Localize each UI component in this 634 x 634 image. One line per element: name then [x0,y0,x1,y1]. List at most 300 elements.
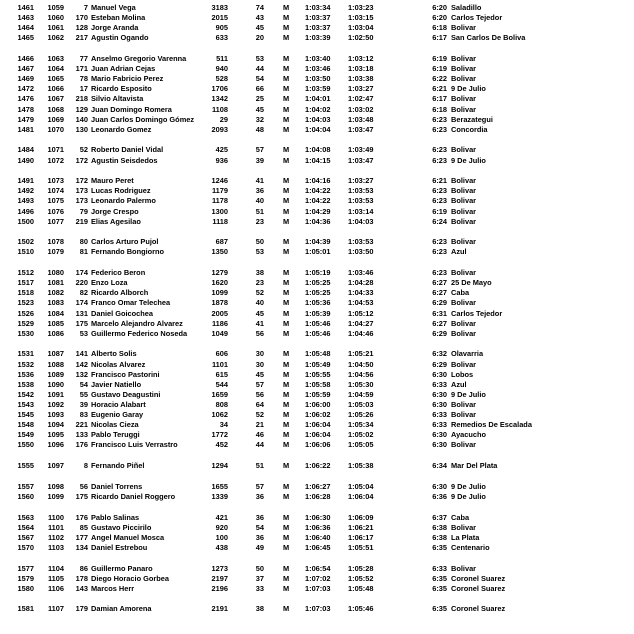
city-cell: Mar Del Plata [451,461,498,470]
city-cell: Bolivar [451,563,477,573]
position-cell: 1542 [17,389,34,399]
pace-cell: 6:33 [432,410,447,419]
gun-time-cell: 1:05:49 [305,359,331,369]
category-position-cell: 1088 [47,359,64,369]
category-number-cell: 221 [75,420,88,430]
bib-number-cell: 1178 [211,196,228,206]
pace-cell: 6:17 [432,33,447,43]
net-time-cell: 1:03:38 [348,74,374,84]
sex-cell: M [283,268,290,278]
city-cell: Carlos Tejedor [451,13,503,23]
category-number-cell: 179 [75,604,88,614]
position-cell: 1463 [17,13,34,23]
city-cell: Bolivar [451,410,477,419]
net-time-cell: 1:03:50 [348,247,374,257]
city-cell: Bolivar [451,94,477,104]
city-cell: Bolivar [451,399,477,409]
sex-cell: M [283,237,290,247]
runner-name-cell: Anselmo Gregorio Varenna [91,54,187,63]
pace-cell: 6:35 [432,583,447,593]
category-number-cell: 174 [75,298,88,308]
pace-cell: 6:31 [432,308,447,318]
position-cell: 1481 [17,124,34,134]
age-cell: 41 [255,318,264,328]
sex-cell: M [283,573,290,583]
position-cell: 1538 [17,379,34,389]
city-cell: Bolivar [451,176,477,186]
pace-cell: 6:30 [432,440,447,450]
pace-cell: 6:23 [432,186,447,196]
bib-number-cell: 425 [215,145,228,155]
age-cell: 53 [255,247,264,257]
runner-name-cell: Marcos Herr [91,583,135,593]
table-row [0,319,634,329]
age-cell: 30 [255,349,264,359]
pace-cell: 6:23 [432,124,447,134]
category-number-cell: 82 [79,288,88,298]
table-row [0,390,634,400]
city-cell: Bolivar [451,206,477,216]
category-position-cell: 1069 [47,114,64,124]
bib-number-cell: 29 [219,114,228,124]
city-cell: Bolivar [451,216,477,226]
bib-number-cell: 1294 [211,461,228,470]
category-number-cell: 53 [79,328,88,338]
city-cell: Bolivar [451,522,477,532]
table-row [0,349,634,359]
position-cell: 1512 [17,268,34,278]
category-position-cell: 1100 [47,512,64,522]
net-time-cell: 1:03:18 [348,64,374,74]
city-cell: Ayacucho [451,430,487,440]
table-row [0,237,634,247]
position-cell: 1550 [17,440,34,450]
net-time-cell: 1:03:53 [348,196,374,206]
runner-name-cell: Eugenio Garay [91,410,144,419]
table-row [0,13,634,23]
pace-cell: 6:29 [432,328,447,338]
category-position-cell: 1082 [47,288,64,298]
city-cell: Bolivar [451,328,477,338]
age-cell: 23 [255,278,264,288]
table-row [0,380,634,390]
table-row [0,329,634,339]
runner-name-cell: Francisco Luis Verrastro [91,440,178,450]
sex-cell: M [283,196,290,206]
net-time-cell: 1:06:04 [348,491,374,501]
category-number-cell: 176 [75,512,88,522]
table-row [0,74,634,84]
runner-name-cell: Alberto Solis [91,349,137,359]
sex-cell: M [283,359,290,369]
city-cell: Bolivar [451,268,477,278]
sex-cell: M [283,308,290,318]
category-number-cell: 83 [79,410,88,419]
bib-number-cell: 528 [215,74,228,84]
sex-cell: M [283,114,290,124]
runner-name-cell: Silvio Altavista [91,94,144,104]
category-position-cell: 1075 [47,196,64,206]
position-cell: 1555 [17,461,34,470]
bib-number-cell: 1062 [211,410,228,419]
runner-name-cell: Roberto Daniel Vidal [91,145,164,155]
bib-number-cell: 100 [215,532,228,542]
net-time-cell: 1:02:50 [348,33,374,43]
bib-number-cell: 1655 [211,481,228,491]
runner-name-cell: Elias Agesilao [91,216,141,226]
pace-cell: 6:20 [432,3,447,12]
gun-time-cell: 1:06:06 [305,440,331,450]
sex-cell: M [283,104,290,114]
pace-cell: 6:23 [432,155,447,165]
position-cell: 1465 [17,33,34,43]
sex-cell: M [283,54,290,63]
pace-cell: 6:21 [432,84,447,94]
sex-cell: M [283,155,290,165]
table-row [0,268,634,278]
category-number-cell: 173 [75,186,88,196]
position-cell: 1581 [17,604,34,614]
sex-cell: M [283,176,290,186]
city-cell: Concordia [451,124,488,134]
age-cell: 21 [255,420,264,430]
gun-time-cell: 1:05:36 [305,298,331,308]
bib-number-cell: 34 [219,420,228,430]
category-position-cell: 1092 [47,399,64,409]
gun-time-cell: 1:03:59 [305,84,331,94]
runner-name-cell: Ricardo Alborch [91,288,149,298]
position-cell: 1476 [17,94,34,104]
bib-number-cell: 940 [215,64,228,74]
gun-time-cell: 1:03:39 [305,33,331,43]
age-cell: 36 [255,532,264,542]
category-number-cell: 7 [83,3,88,12]
age-cell: 38 [255,268,264,278]
category-position-cell: 1062 [47,33,64,43]
runner-name-cell: Nicolas Alvarez [91,359,146,369]
city-cell: Bolivar [451,318,477,328]
category-position-cell: 1066 [47,84,64,94]
sex-cell: M [283,318,290,328]
gun-time-cell: 1:04:22 [305,186,331,196]
position-cell: 1543 [17,399,34,409]
age-cell: 53 [255,54,264,63]
gun-time-cell: 1:04:01 [305,94,331,104]
pace-cell: 6:20 [432,13,447,23]
table-row [0,156,634,166]
city-cell: 25 De Mayo [451,278,492,288]
gun-time-cell: 1:04:36 [305,216,331,226]
sex-cell: M [283,216,290,226]
age-cell: 66 [255,84,264,94]
table-row [0,196,634,206]
bib-number-cell: 936 [215,155,228,165]
runner-name-cell: Guillermo Panaro [91,563,153,573]
table-row [0,207,634,217]
bib-number-cell: 2093 [211,124,228,134]
runner-name-cell: Leonardo Palermo [91,196,156,206]
pace-cell: 6:30 [432,430,447,440]
bib-number-cell: 1706 [211,84,228,94]
bib-number-cell: 511 [216,54,228,63]
category-position-cell: 1091 [47,389,64,399]
bib-number-cell: 1179 [211,186,228,196]
pace-cell: 6:23 [432,237,447,247]
gun-time-cell: 1:05:19 [305,268,331,278]
gun-time-cell: 1:05:46 [305,318,331,328]
sex-cell: M [283,74,290,84]
net-time-cell: 1:05:51 [348,542,374,552]
category-number-cell: 8 [83,461,88,470]
pace-cell: 6:35 [432,604,447,614]
net-time-cell: 1:03:47 [348,155,374,165]
age-cell: 43 [255,13,264,23]
net-time-cell: 1:05:48 [348,583,374,593]
position-cell: 1492 [17,186,34,196]
net-time-cell: 1:04:46 [348,328,374,338]
gun-time-cell: 1:03:34 [305,3,331,12]
table-row [0,64,634,74]
category-number-cell: 81 [79,247,88,257]
pace-cell: 6:35 [432,573,447,583]
age-cell: 51 [255,461,264,470]
category-number-cell: 174 [75,268,88,278]
age-cell: 30 [255,359,264,369]
city-cell: Remedios De Escalada [451,420,532,430]
age-cell: 44 [255,440,264,450]
age-cell: 56 [255,389,264,399]
gun-time-cell: 1:06:30 [305,512,331,522]
sex-cell: M [283,512,290,522]
category-position-cell: 1076 [47,206,64,216]
table-row [0,33,634,43]
category-position-cell: 1072 [47,155,64,165]
position-cell: 1500 [17,216,34,226]
city-cell: Caba [451,288,470,298]
runner-name-cell: Lucas Rodriguez [91,186,151,196]
sex-cell: M [283,64,290,74]
net-time-cell: 1:05:26 [348,410,374,419]
position-cell: 1472 [17,84,34,94]
sex-cell: M [283,247,290,257]
category-position-cell: 1083 [47,298,64,308]
position-cell: 1536 [17,369,34,379]
sex-cell: M [283,84,290,94]
category-position-cell: 1078 [47,237,64,247]
net-time-cell: 1:03:46 [348,268,374,278]
sex-cell: M [283,430,290,440]
city-cell: Berazategui [451,114,493,124]
sex-cell: M [283,33,290,43]
runner-name-cell: Agustin Ogando [91,33,149,43]
category-number-cell: 143 [75,583,88,593]
bib-number-cell: 633 [215,33,228,43]
runner-name-cell: Horacio Alabart [91,399,146,409]
pace-cell: 6:17 [432,94,447,104]
category-number-cell: 132 [75,369,88,379]
runner-name-cell: Daniel Goicochea [91,308,154,318]
city-cell: Bolivar [451,440,477,450]
gun-time-cell: 1:04:04 [305,124,331,134]
category-position-cell: 1089 [47,369,64,379]
age-cell: 57 [255,481,264,491]
category-number-cell: 52 [79,145,88,155]
sex-cell: M [283,288,290,298]
category-number-cell: 56 [79,481,88,491]
category-position-cell: 1097 [47,461,64,470]
category-position-cell: 1087 [47,349,64,359]
runner-name-cell: Gustavo Piccirilo [91,522,152,532]
table-row [0,288,634,298]
pace-cell: 6:23 [432,268,447,278]
position-cell: 1502 [17,237,34,247]
runner-name-cell: Manuel Vega [91,3,136,12]
gun-time-cell: 1:07:03 [305,604,331,614]
city-cell: Bolivar [451,145,477,155]
category-number-cell: 79 [79,206,88,216]
table-row [0,186,634,196]
age-cell: 52 [255,288,264,298]
city-cell: Bolivar [451,54,477,63]
category-position-cell: 1104 [47,563,64,573]
position-cell: 1464 [17,23,34,33]
age-cell: 57 [255,145,264,155]
category-number-cell: 218 [75,94,88,104]
net-time-cell: 1:04:56 [348,369,374,379]
net-time-cell: 1:05:46 [348,604,374,614]
sex-cell: M [283,583,290,593]
sex-cell: M [283,328,290,338]
pace-cell: 6:33 [432,420,447,430]
position-cell: 1532 [17,359,34,369]
age-cell: 56 [255,328,264,338]
city-cell: Bolivar [451,64,477,74]
net-time-cell: 1:03:14 [348,206,374,216]
gun-time-cell: 1:03:40 [305,54,331,63]
sex-cell: M [283,23,290,33]
category-position-cell: 1095 [47,430,64,440]
category-position-cell: 1099 [47,491,64,501]
gun-time-cell: 1:05:25 [305,278,331,288]
gun-time-cell: 1:03:37 [305,13,331,23]
gun-time-cell: 1:04:03 [305,114,331,124]
runner-name-cell: Franco Omar Telechea [91,298,171,308]
net-time-cell: 1:06:17 [348,532,374,542]
sex-cell: M [283,13,290,23]
bib-number-cell: 3183 [211,3,228,12]
sex-cell: M [283,542,290,552]
net-time-cell: 1:05:52 [348,573,374,583]
net-time-cell: 1:03:27 [348,176,374,186]
position-cell: 1577 [17,563,34,573]
bib-number-cell: 615 [215,369,228,379]
city-cell: Lobos [451,369,474,379]
gun-time-cell: 1:06:36 [305,522,331,532]
sex-cell: M [283,94,290,104]
runner-name-cell: Nicolas Cieza [91,420,139,430]
bib-number-cell: 1279 [211,268,228,278]
runner-name-cell: Daniel Torrens [91,481,143,491]
category-number-cell: 175 [75,318,88,328]
gun-time-cell: 1:06:28 [305,491,331,501]
pace-cell: 6:30 [432,481,447,491]
table-row [0,370,634,380]
pace-cell: 6:19 [432,206,447,216]
net-time-cell: 1:03:12 [348,54,374,63]
position-cell: 1484 [17,145,34,155]
category-position-cell: 1086 [47,328,64,338]
category-position-cell: 1096 [47,440,64,450]
position-cell: 1563 [17,512,34,522]
position-cell: 1545 [17,410,34,419]
age-cell: 51 [255,206,264,216]
runner-name-cell: Francisco Pastorini [91,369,160,379]
pace-cell: 6:18 [432,23,447,33]
table-row [0,145,634,155]
runner-name-cell: Gustavo Deagustini [91,389,161,399]
position-cell: 1564 [17,522,34,532]
net-time-cell: 1:05:21 [348,349,374,359]
gun-time-cell: 1:04:22 [305,196,331,206]
net-time-cell: 1:04:33 [348,288,374,298]
pace-cell: 6:30 [432,399,447,409]
city-cell: 9 De Julio [451,481,486,491]
runner-name-cell: Juan Carlos Domingo Gómez [91,114,195,124]
position-cell: 1567 [17,532,34,542]
pace-cell: 6:23 [432,247,447,257]
gun-time-cell: 1:03:37 [305,23,331,33]
bib-number-cell: 2196 [211,583,228,593]
category-number-cell: 177 [75,532,88,542]
age-cell: 45 [255,369,264,379]
gun-time-cell: 1:05:48 [305,349,331,359]
bib-number-cell: 1659 [211,389,228,399]
position-cell: 1479 [17,114,34,124]
gun-time-cell: 1:06:04 [305,420,331,430]
age-cell: 50 [255,237,264,247]
runner-name-cell: Pablo Salinas [91,512,140,522]
city-cell: Azul [451,247,467,257]
sex-cell: M [283,349,290,359]
pace-cell: 6:34 [432,461,447,470]
category-number-cell: 178 [75,573,88,583]
runner-name-cell: Mario Fabricio Perez [91,74,164,84]
category-position-cell: 1061 [47,23,64,33]
runner-name-cell: Damian Amorena [91,604,152,614]
category-position-cell: 1065 [47,74,64,84]
table-row [0,420,634,430]
position-cell: 1466 [17,54,34,63]
position-cell: 1518 [17,288,34,298]
net-time-cell: 1:04:03 [348,216,374,226]
position-cell: 1510 [17,247,34,257]
pace-cell: 6:27 [432,278,447,288]
age-cell: 46 [255,430,264,440]
position-cell: 1491 [17,176,34,186]
table-row [0,278,634,288]
runner-name-cell: Esteban Molina [91,13,146,23]
city-cell: Azul [451,379,467,389]
sex-cell: M [283,420,290,430]
city-cell: La Plata [451,532,480,542]
runner-name-cell: Marcelo Alejandro Alvarez [91,318,183,328]
bib-number-cell: 452 [215,440,228,450]
net-time-cell: 1:03:53 [348,186,374,196]
category-position-cell: 1074 [47,186,64,196]
category-number-cell: 131 [75,308,88,318]
age-cell: 52 [255,410,264,419]
bib-number-cell: 544 [215,379,228,389]
